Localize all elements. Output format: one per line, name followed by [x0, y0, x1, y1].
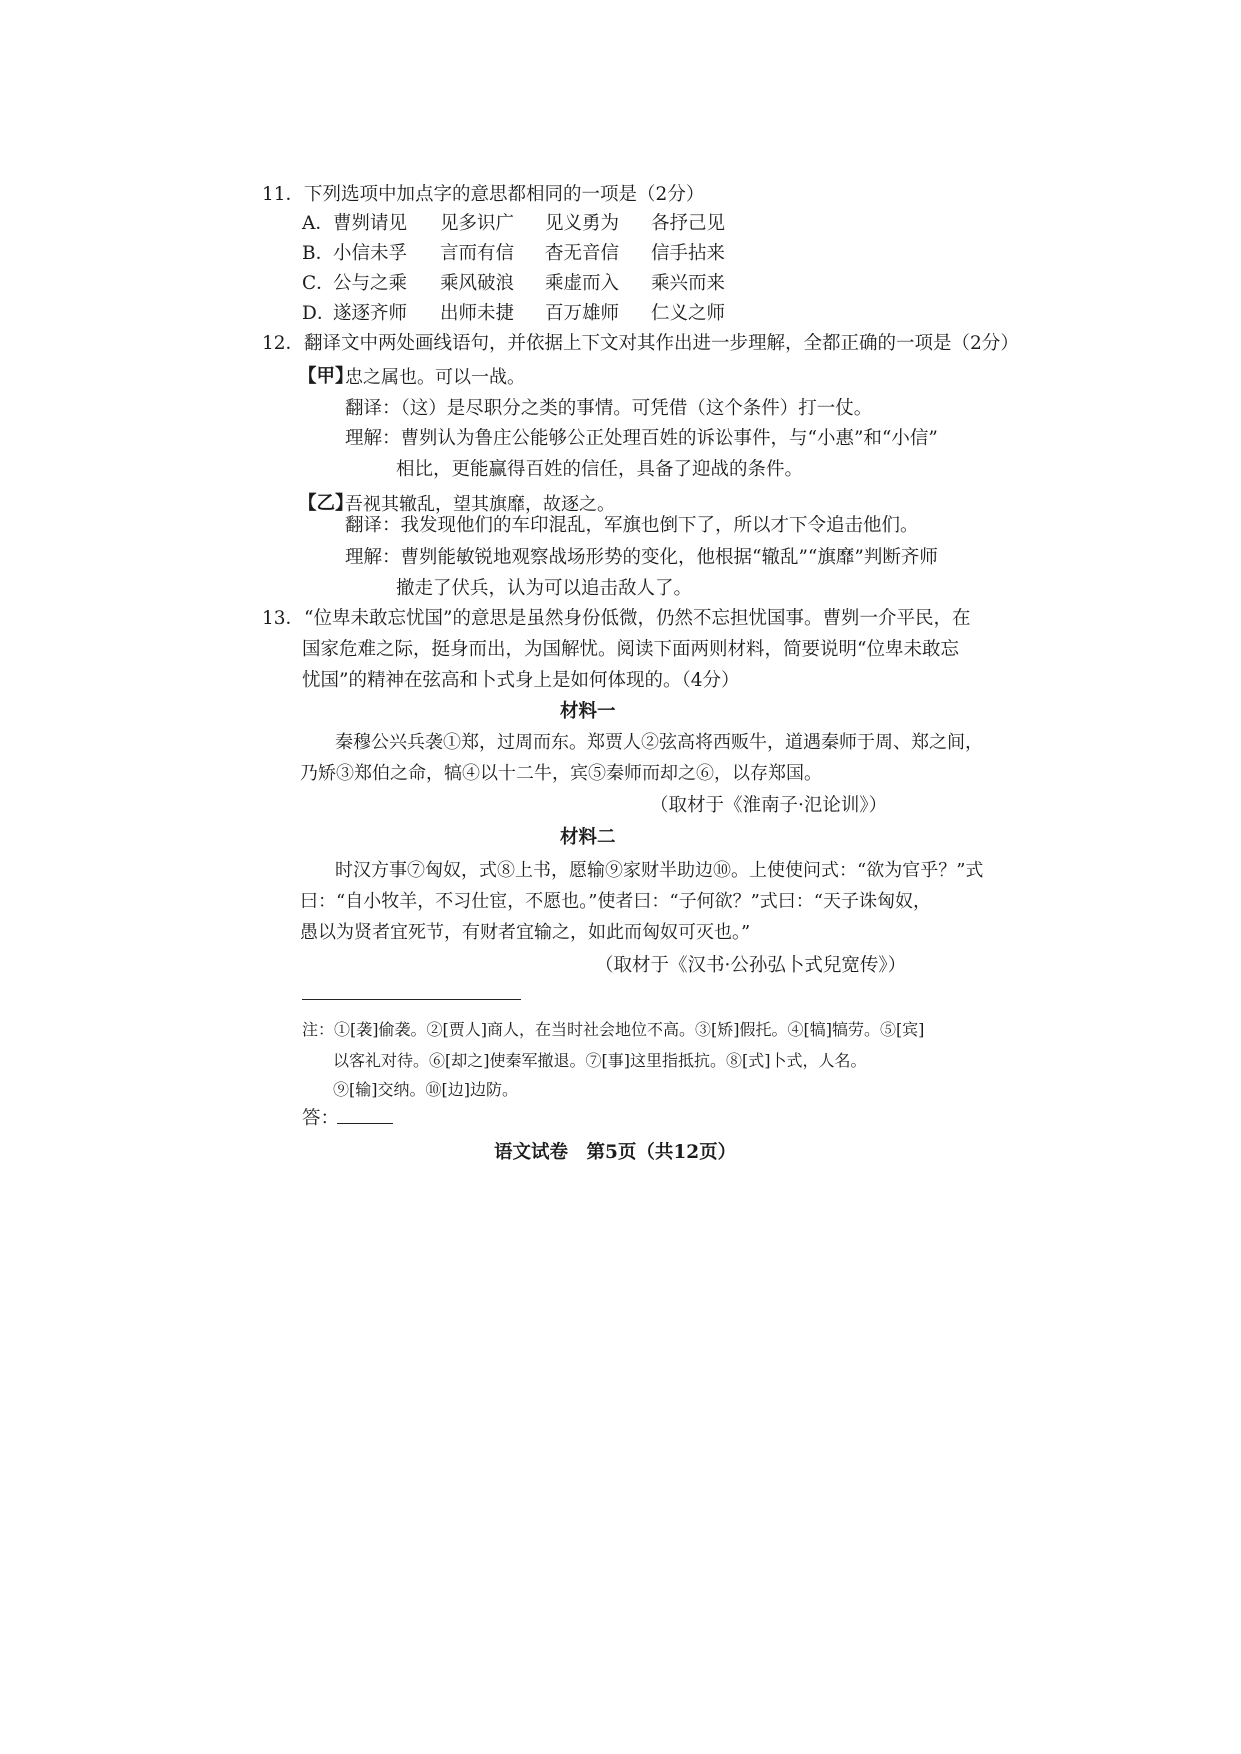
- material-1-source: （取材于《淮南子·氾论训》）: [650, 795, 888, 816]
- q12-jia-understanding-1: 理解：曹刿认为鲁庄公能够公正处理百姓的诉讼事件，与“小惠”和“小信”: [345, 428, 938, 449]
- q11-option-c-item-1: 公与之乘: [333, 273, 408, 294]
- q12-jia-understanding-2: 相比，更能赢得百姓的信任，具备了迎战的条件。: [396, 459, 804, 480]
- q11-option-b-item-2: 言而有信: [440, 243, 515, 264]
- answer-blank-line[interactable]: [337, 1123, 393, 1124]
- q11-option-b-item-3: 杳无音信: [545, 243, 620, 264]
- q11-stem: 11．下列选项中加点字的意思都相同的一项是（2分）: [262, 184, 705, 205]
- q13-stem-line-1: 13．“位卑未敢忘忧国”的意思是虽然身份低微，仍然不忘担忧国事。曹刿一介平民，在: [262, 608, 971, 629]
- material-2-line-1: 时汉方事⑦匈奴，式⑧上书，愿输⑨家财半助边⑩。上使使问式：“欲为官乎？”式: [335, 860, 984, 881]
- footnote-divider: [302, 999, 521, 1000]
- q11-option-a-item-4: 各抒己见: [651, 213, 726, 234]
- q11-option-b-letter: B．: [302, 243, 335, 264]
- material-1-title: 材料一: [560, 701, 616, 722]
- q11-option-d-item-2: 出师未捷: [440, 303, 515, 324]
- q12-yi-translation: 翻译：我发现他们的车印混乱，军旗也倒下了，所以才下令追击他们。: [345, 515, 919, 536]
- q11-option-a-item-1: 曹刿请见: [333, 213, 408, 234]
- q12-yi-understanding-1: 理解：曹刿能敏锐地观察战场形势的变化，他根据“辙乱”“旗靡”判断齐师: [345, 547, 938, 568]
- q13-stem-line-3: 忧国”的精神在弦高和卜式身上是如何体现的。（4分）: [302, 670, 740, 691]
- q12-yi-tag: 【乙】: [298, 493, 354, 514]
- page-footer: 语文试卷 第5页（共12页）: [494, 1142, 737, 1163]
- q11-option-c-item-3: 乘虚而入: [545, 273, 620, 294]
- material-2-line-2: 曰：“自小牧羊，不习仕宦，不愿也。”使者曰：“子何欲？”式曰：“天子诛匈奴，: [300, 891, 932, 912]
- q13-stem-line-2: 国家危难之际，挺身而出，为国解忧。阅读下面两则材料，简要说明“位卑未敢忘: [302, 639, 959, 660]
- q11-option-d-item-1: 遂逐齐师: [333, 303, 408, 324]
- q11-option-d-letter: D．: [302, 303, 336, 324]
- q11-option-c-letter: C．: [302, 273, 335, 294]
- material-2-title: 材料二: [560, 827, 616, 848]
- answer-label: 答：: [302, 1108, 340, 1129]
- q11-option-a-item-2: 见多识广: [440, 213, 515, 234]
- footnote-line-3: ⑨[输]交纳。⑩[边]边防。: [333, 1080, 518, 1099]
- q11-option-b-item-1: 小信未孚: [333, 243, 408, 264]
- q12-jia-translation: 翻译：（这）是尽职分之类的事情。可凭借（这个条件）打一仗。: [345, 398, 873, 419]
- material-2-source: （取材于《汉书·公孙弘卜式兒宽传》）: [595, 955, 907, 976]
- footnote-line-2: 以客礼对待。⑥[却之]使秦军撤退。⑦[事]这里指抵抗。⑧[式]卜式，人名。: [333, 1051, 867, 1070]
- material-2-line-3: 愚以为贤者宜死节，有财者宜输之，如此而匈奴可灭也。”: [300, 922, 751, 943]
- q11-option-c-item-4: 乘兴而来: [651, 273, 726, 294]
- q12-jia-tag: 【甲】: [298, 366, 354, 387]
- q11-option-c-item-2: 乘风破浪: [440, 273, 515, 294]
- q11-option-d-item-3: 百万雄师: [545, 303, 620, 324]
- q12-yi-understanding-2: 撤走了伏兵，认为可以追击敌人了。: [396, 578, 693, 599]
- q11-option-a-item-3: 见义勇为: [545, 213, 620, 234]
- material-1-line-1: 秦穆公兴兵袭①郑，过周而东。郑贾人②弦高将西贩牛，道遇秦师于周、郑之间，: [335, 732, 983, 753]
- q12-jia-sentence: 忠之属也。可以一战。: [345, 367, 525, 388]
- q11-option-a-letter: A．: [302, 213, 334, 234]
- q11-option-b-item-4: 信手拈来: [651, 243, 726, 264]
- q12-yi-sentence: 吾视其辙乱，望其旗靡，故逐之。: [345, 494, 615, 515]
- footnote-line-1: 注：①[袭]偷袭。②[贾人]商人，在当时社会地位不高。③[矫]假托。④[犒]犒劳。⑤[宾]: [302, 1020, 925, 1039]
- material-1-line-2: 乃矫③郑伯之命，犒④以十二牛，宾⑤秦师而却之⑥，以存郑国。: [300, 763, 822, 784]
- q12-stem: 12．翻译文中两处画线语句，并依据上下文对其作出进一步理解，全都正确的一项是（2分）: [262, 333, 1019, 354]
- q11-option-d-item-4: 仁义之师: [651, 303, 726, 324]
